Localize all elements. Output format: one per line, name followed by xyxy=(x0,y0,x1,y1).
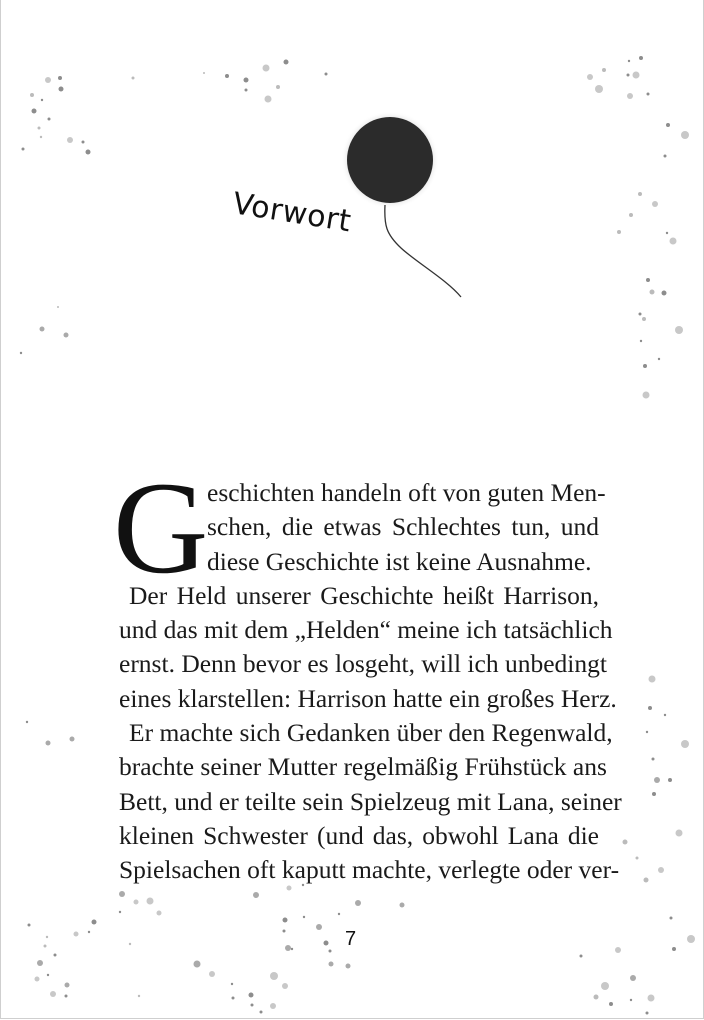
text-line: Spielsachen oft kaputt machte, verlegte oder ver- xyxy=(119,855,620,885)
text-line: Der Held unserer Geschichte heißt Harrison, xyxy=(129,580,599,610)
text-line: Er machte sich Gedanken über den Regenwald, xyxy=(129,718,613,748)
chapter-body-text xyxy=(113,454,622,888)
text-line: ernst. Denn bevor es losgeht, will ich unbedingt xyxy=(119,649,607,679)
text-line: brachte seiner Mutter regelmäßig Frühstück ans xyxy=(119,752,607,782)
text-line: kleinen Schwester (und das, obwohl Lana die xyxy=(119,820,599,850)
text-line: diese Geschichte ist keine Ausnahme. xyxy=(207,546,592,576)
text-line: Bett, und er teilte sein Spielzeug mit Lana, seiner xyxy=(119,786,622,816)
text-line: eschichten handeln oft von guten Men- xyxy=(207,478,606,507)
drop-cap: G xyxy=(113,454,209,601)
text-line: schen, die etwas Schlechtes tun, und xyxy=(207,512,599,542)
chapter-title: Vorwort xyxy=(230,186,354,240)
text-line: eines klarstellen: Harrison hatte ein großes Herz. xyxy=(119,683,617,713)
text-line: und das mit dem „Helden“ meine ich tatsächlich xyxy=(119,615,613,645)
page-number: 7 xyxy=(345,928,357,950)
